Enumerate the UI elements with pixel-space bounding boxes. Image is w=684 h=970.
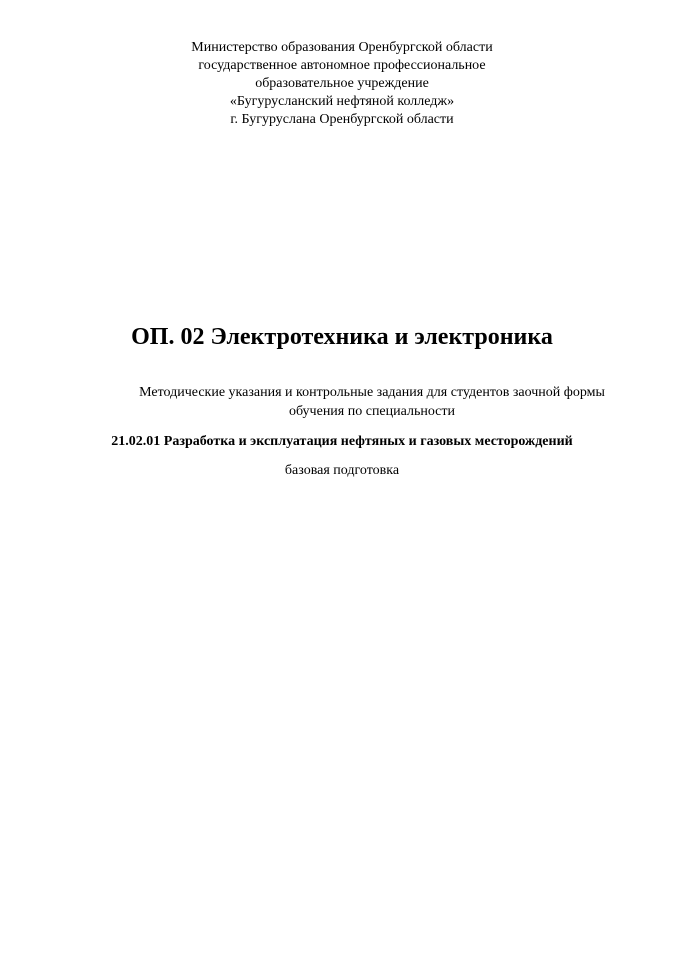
description-line-2: обучения по специальности	[288, 404, 456, 419]
training-level: базовая подготовка	[284, 463, 400, 478]
description-line-1: Методические указания и контрольные задания для студентов заочной формы	[139, 385, 605, 400]
header-line-city: г. Бугуруслана Оренбургской области	[230, 112, 454, 127]
institution-header	[0, 39, 684, 129]
specialty-name: 21.02.01 Разработка и эксплуатация нефтяных и газовых месторождений	[111, 434, 573, 449]
header-line-ministry: Министерство образования Оренбургской области	[191, 40, 493, 55]
document-description	[90, 383, 654, 421]
header-line-institution-type: государственное автономное профессиональное	[198, 58, 486, 73]
header-line-college-name: «Бугурусланский нефтяной колледж»	[229, 94, 455, 109]
header-line-institution-kind: образовательное учреждение	[255, 76, 429, 91]
document-title: ОП. 02 Электротехника и электроника	[131, 324, 553, 350]
